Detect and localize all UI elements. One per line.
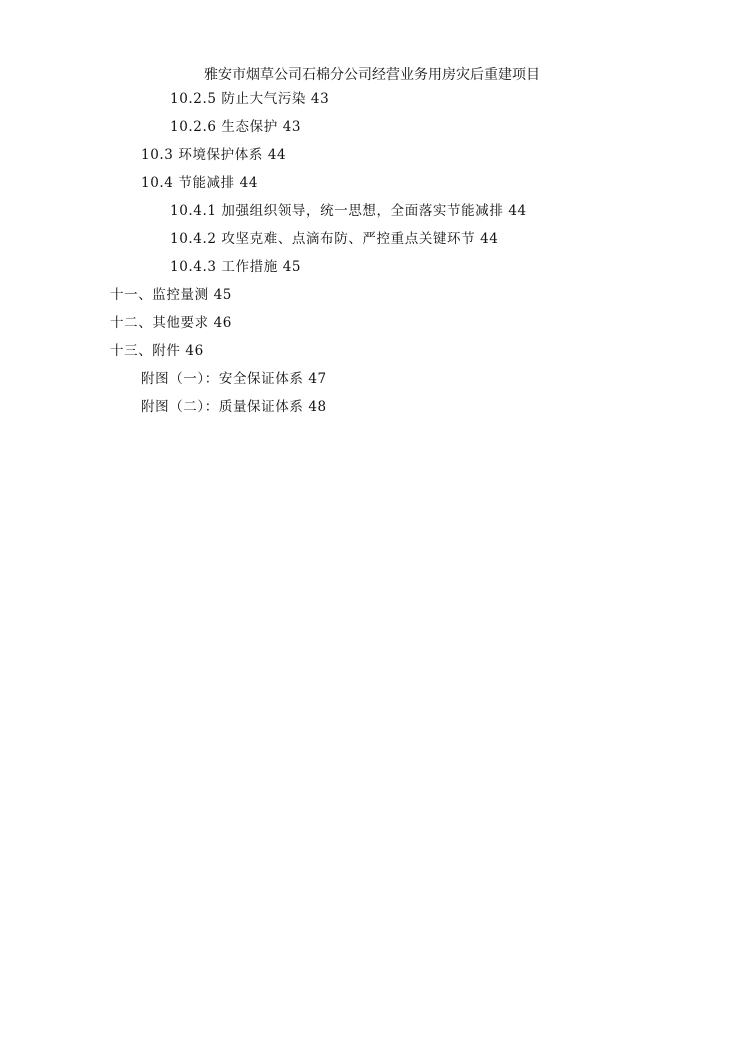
toc-entry-10-3[interactable]: 10.3 环境保护体系 44: [141, 147, 287, 163]
toc-entry-10-2-6[interactable]: 10.2.6 生态保护 43: [170, 119, 302, 135]
toc-entry-section-12[interactable]: 十二、其他要求 46: [110, 315, 232, 331]
toc-entry-10-4-2[interactable]: 10.4.2 攻坚克难、点滴布防、严控重点关键环节 44: [170, 231, 499, 247]
toc-entry-10-2-5[interactable]: 10.2.5 防止大气污染 43: [170, 91, 330, 107]
toc-entry-10-4-1[interactable]: 10.4.1 加强组织领导，统一思想，全面落实节能减排 44: [170, 203, 527, 219]
toc-entry-section-13[interactable]: 十三、附件 46: [110, 343, 204, 359]
toc-entry-10-4-3[interactable]: 10.4.3 工作措施 45: [170, 259, 302, 275]
toc-entry-appendix-1[interactable]: 附图（一）：安全保证体系 47: [141, 371, 327, 387]
toc-entry-section-11[interactable]: 十一、监控量测 45: [110, 287, 232, 303]
page-header-title: 雅安市烟草公司石棉分公司经营业务用房灾后重建项目: [204, 67, 540, 83]
toc-entry-appendix-2[interactable]: 附图（二）：质量保证体系 48: [141, 399, 327, 415]
toc-entry-10-4[interactable]: 10.4 节能减排 44: [141, 175, 259, 191]
